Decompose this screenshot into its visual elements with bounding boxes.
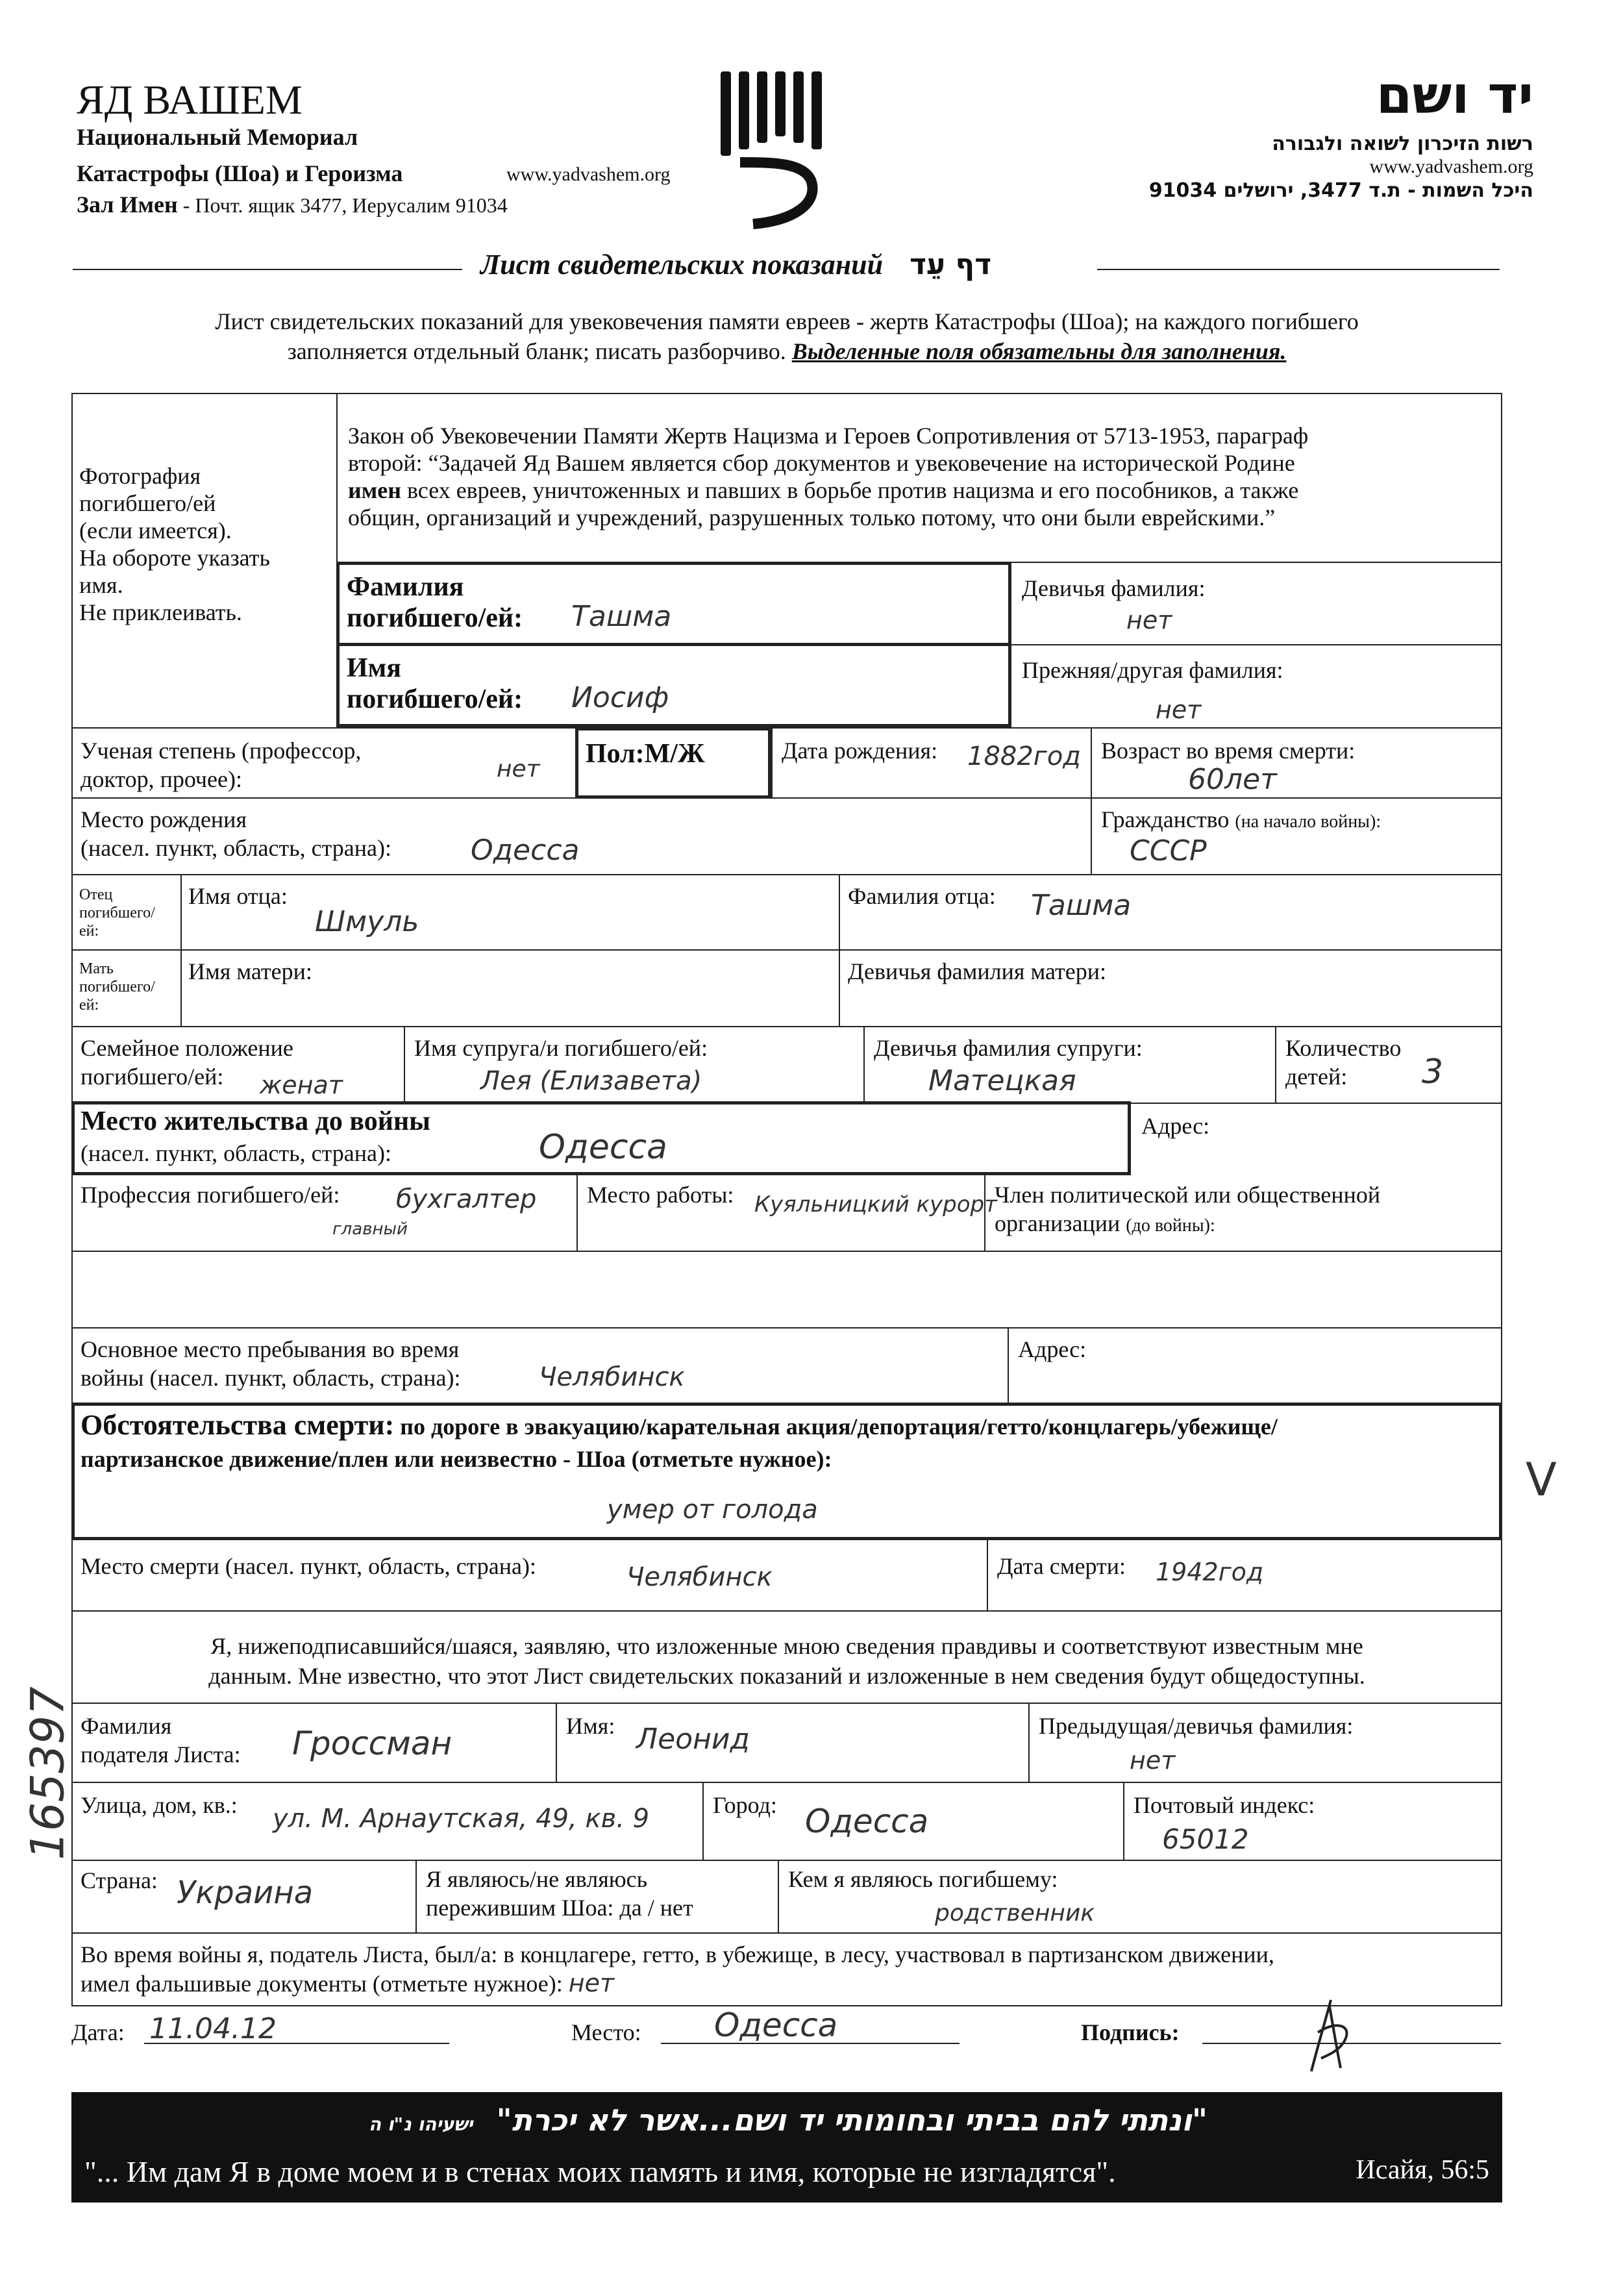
sub-name-divider (556, 1703, 557, 1782)
dob-value[interactable]: 1882год (967, 742, 1081, 771)
sub-surname-value[interactable]: Гроссман (292, 1725, 452, 1762)
row-rule-5 (71, 874, 1502, 875)
circumstances-text: Обстоятельства смерти: по дороге в эвакуацию/карательная акция/депортация/гетто/концлагерь/убежище/ партизанское движение/плен или неизвестно - Шоа (отметьте нужное): (80, 1409, 1278, 1472)
photo-l1: Фотография (79, 463, 201, 489)
org-line2: Катастрофы (Шоа) и Героизма (77, 160, 403, 186)
photo-box-text (79, 462, 270, 626)
sub-relation-value[interactable]: родственник (935, 1900, 1095, 1927)
side-stamp-number: 165397 (21, 1686, 75, 1860)
date-value[interactable]: 11.04.12 (149, 2012, 277, 2045)
maiden-value[interactable]: нет (1126, 606, 1172, 634)
intro-emphasis: Выделенные поля обязательны для заполнения. (791, 338, 1287, 364)
margin-check-mark: V (1526, 1453, 1557, 1506)
sub-relation-label: Кем я являюсь погибшему: (788, 1866, 1058, 1892)
degree-value[interactable]: нет (497, 756, 540, 782)
he-line1: רשות הזיכרון לשואה ולגבורה (1272, 132, 1533, 155)
deathdate-divider (987, 1540, 988, 1610)
row-rule-4 (71, 797, 1502, 799)
law-l2: второй: “Задачей Яд Вашем является сбор документов и увековечение на исторической Родине (348, 450, 1295, 476)
spouse-value[interactable]: Лея (Елизавета) (480, 1066, 702, 1096)
place-label: Место: (571, 2019, 641, 2045)
banner-ru: "... Им дам Я в доме моем и в стенах моих память и имя, которые не изгладятся". Исайя, 56:5 (84, 2155, 1489, 2188)
marital-value[interactable]: женат (260, 1071, 343, 1099)
member-note: (до войны): (1126, 1216, 1215, 1236)
law-l1: Закон об Увековечении Памяти Жертв Нацизма и Героев Сопротивления от 5713-1953, параграф (348, 423, 1309, 449)
residence-sub: (насел. пункт, область, страна): (80, 1140, 392, 1166)
row-rule-10 (71, 1327, 1502, 1329)
prev-surname-label: Прежняя/другая фамилия: (1022, 657, 1283, 683)
deathdate-label: Дата смерти: (997, 1553, 1126, 1579)
law-l3: имен всех евреев, уничтоженных и павших в борьбе против нацизма и его пособников, а также (348, 477, 1299, 503)
hall-of-names (77, 191, 508, 218)
mother-side-label: Мать погибшего/ ей: (79, 960, 155, 1014)
children-divider (1275, 1026, 1276, 1103)
declaration-l1: Я, нижеподписавшийся/шаяся, заявляю, что изложенные мною сведения правдивы и соответствуют известным мне (210, 1633, 1363, 1659)
mother-name-label: Имя матери: (188, 958, 312, 984)
surname-label: Фамилия погибшего/ей: (347, 572, 523, 633)
prev-surname-value[interactable]: нет (1156, 695, 1202, 724)
row-rule-12 (71, 1703, 1502, 1704)
title-rule-left (73, 269, 462, 270)
dob-divider (771, 727, 773, 797)
he-website[interactable]: www.yadvashem.org (1369, 156, 1533, 177)
circumstances-label: Обстоятельства смерти: (80, 1409, 395, 1441)
father-name-value[interactable]: Шмуль (315, 905, 419, 938)
law-l4: общин, организаций и учреждений, разрушенных только потому, что они были еврейскими.” (348, 505, 1276, 530)
sub-city-divider (702, 1782, 704, 1860)
sub-relation-divider (778, 1860, 779, 1932)
deathdate-value[interactable]: 1942год (1156, 1558, 1264, 1586)
place-value[interactable]: Одесса (714, 2006, 838, 2044)
declaration-text (80, 1631, 1493, 1691)
form-title-he: דף עֵד (910, 248, 992, 281)
photo-l2: погибшего/ей (79, 490, 216, 516)
wartime-address-label: Адрес: (1018, 1336, 1087, 1362)
place-line (661, 2043, 960, 2044)
signature-label: Подпись: (1081, 2019, 1180, 2045)
intro-text (73, 306, 1501, 366)
row-rule-14 (71, 1860, 1502, 1861)
children-value[interactable]: 3 (1422, 1053, 1444, 1092)
surname-value[interactable]: Ташма (571, 600, 672, 633)
date-line (144, 2043, 449, 2044)
banner-he: "ונתתי להם בביתי ובחומותי יד ושם...אשר לא יכרת" ישעיהו נ"ו ה (369, 2103, 1208, 2138)
circumstances-value[interactable]: умер от голода (607, 1495, 818, 1525)
row-rule-9 (71, 1251, 1502, 1252)
father-side-label: Отец погибшего/ ей: (79, 886, 155, 940)
row-rule-6 (71, 949, 1502, 951)
intro-line1: Лист свидетельских показаний для увековечения памяти евреев - жертв Катастрофы (Шоа); на каждого погибшего (215, 308, 1359, 334)
deathplace-value[interactable]: Челябинск (626, 1562, 773, 1592)
residence-value[interactable]: Одесса (539, 1128, 667, 1167)
deathplace-label: Место смерти (насел. пункт, область, страна): (80, 1553, 536, 1579)
form-title (480, 248, 991, 281)
banner-he-ref: ישעיהו נ"ו ה (369, 2114, 473, 2135)
member-label: Член политической или общественной организации (до войны): (995, 1182, 1381, 1236)
firstname-label: Имя погибшего/ей: (347, 653, 523, 714)
intro-line2: заполняется отдельный бланк; писать разборчиво. Выделенные поля обязательны для заполнения. (287, 338, 1287, 364)
org-line1: Национальный Мемориал (77, 124, 358, 150)
citizenship-value[interactable]: СССР (1130, 834, 1207, 867)
profession-label: Профессия погибшего/ей: (80, 1182, 340, 1208)
menorah-logo (714, 65, 837, 234)
workplace-divider (576, 1175, 578, 1251)
sub-prev-label: Предыдущая/девичья фамилия: (1039, 1713, 1354, 1739)
birthplace-value[interactable]: Одесса (471, 834, 580, 867)
sub-survivor-divider (415, 1860, 417, 1932)
citizenship-note: (на начало войны): (1235, 812, 1381, 832)
sub-city-value[interactable]: Одесса (805, 1803, 929, 1840)
org-website[interactable]: www.yadvashem.org (506, 164, 671, 185)
sub-war-value[interactable]: нет (568, 1969, 615, 1997)
residence-address-label: Адрес: (1141, 1113, 1210, 1139)
sex-label: Пол:М/Ж (586, 739, 705, 769)
sub-country-label: Страна: (80, 1867, 158, 1893)
quote-banner (71, 2092, 1502, 2202)
he-line3: היכל השמות - ת.ד 3477, ירושלים 91034 (1148, 179, 1533, 202)
signature-mark[interactable] (1292, 1993, 1370, 2078)
father-surname-value[interactable]: Ташма (1031, 889, 1132, 922)
spouse-maiden-label: Девичья фамилия супруги: (874, 1035, 1143, 1061)
sub-street-label: Улица, дом, кв.: (80, 1792, 238, 1818)
form-title-ru: Лист свидетельских показаний (480, 249, 884, 281)
photo-l6: Не приклеивать. (79, 599, 242, 625)
sub-prev-value[interactable]: нет (1130, 1746, 1176, 1775)
banner-ru-ref: Исайя, 56:5 (1356, 2155, 1489, 2185)
workplace-label: Место работы: (587, 1182, 734, 1208)
father-name-label: Имя отца: (188, 883, 288, 909)
sub-survivor-label: Я являюсь/не являюсь пережившим Шоа: да / нет (426, 1866, 693, 1921)
hall-bold: Зал Имен (77, 192, 178, 218)
law-text (348, 422, 1497, 531)
children-label: Количество детей: (1285, 1035, 1402, 1090)
wartime-label: Основное место пребывания во время войны (насел. пункт, область, страна): (80, 1336, 461, 1391)
age-value[interactable]: 60лет (1188, 763, 1277, 796)
sub-zip-value[interactable]: 65012 (1162, 1823, 1249, 1855)
photo-l5: имя. (79, 572, 123, 598)
photo-l4: На обороте указать (79, 545, 270, 571)
law-emphasis: имен (348, 477, 401, 503)
citizenship-label: Гражданство (на начало войны): (1101, 806, 1381, 832)
sub-name-value[interactable]: Леонид (636, 1723, 750, 1756)
father-surname-label: Фамилия отца: (848, 883, 996, 909)
sub-surname-label: Фамилия подателя Листа: (80, 1713, 241, 1767)
sub-zip-label: Почтовый индекс: (1133, 1792, 1315, 1818)
age-divider (1091, 727, 1092, 797)
title-rule-right (1097, 269, 1500, 270)
sub-zip-divider (1123, 1782, 1124, 1860)
residence-label: Место жительства до войны (80, 1106, 430, 1136)
maiden-label: Девичья фамилия: (1022, 575, 1206, 601)
sub-city-label: Город: (713, 1792, 777, 1818)
org-name-he: יד ושם (1376, 65, 1533, 125)
birthplace-label: Место рождения (насел. пункт, область, страна): (80, 806, 392, 861)
age-label: Возраст во время смерти: (1101, 738, 1356, 764)
spouse-maiden-value[interactable]: Матецкая (928, 1064, 1076, 1097)
photo-l3: (если имеется). (79, 518, 232, 543)
sub-name-label: Имя: (566, 1713, 615, 1739)
row-rule-11 (71, 1610, 1502, 1612)
date-label: Дата: (71, 2019, 125, 2045)
row-rule-3 (71, 727, 1502, 729)
profession-value-pre: главный (332, 1219, 408, 1239)
spouse-divider (404, 1026, 405, 1103)
sub-street-value[interactable]: ул. М. Арнаутская, 49, кв. 9 (273, 1804, 650, 1834)
org-name-ru: ЯД ВАШЕМ (77, 77, 303, 123)
spouse-label: Имя супруга/и погибшего/ей: (414, 1035, 708, 1061)
marital-label: Семейное положение погибшего/ей: (80, 1035, 293, 1090)
dob-label: Дата рождения: (782, 738, 938, 764)
mother-maiden-label: Девичья фамилия матери: (848, 958, 1107, 984)
firstname-value[interactable]: Иосиф (571, 681, 669, 714)
wartime-divider (1008, 1327, 1009, 1404)
workplace-value[interactable]: Куяльницкий курорт (754, 1192, 997, 1217)
profession-value[interactable]: бухгалтер (396, 1184, 537, 1214)
row-rule-13 (71, 1782, 1502, 1783)
degree-label: Ученая степень (профессор, доктор, прочее): (80, 738, 362, 792)
row-rule-1 (1011, 562, 1502, 563)
wartime-value[interactable]: Челябинск (539, 1362, 685, 1392)
spouse-maiden-divider (863, 1026, 865, 1103)
row-rule-7 (71, 1026, 1502, 1027)
sub-war-label: Во время войны я, податель Листа, был/а: в концлагере, гетто, в убежище, в лесу, участвовал в партизанском движении, имел фальшивые документы (отметьте нужное): нет (80, 1941, 1274, 1997)
citizenship-divider (1091, 797, 1092, 874)
row-rule-15 (71, 1932, 1502, 1934)
sub-prev-divider (1028, 1703, 1030, 1782)
declaration-l2: данным. Мне известно, что этот Лист свидетельских показаний и изложенные в нем сведения будут общедоступны. (208, 1663, 1365, 1689)
row-rule-2 (1011, 644, 1502, 645)
sub-country-value[interactable]: Украина (177, 1875, 314, 1911)
hall-address: - Почт. ящик 3477, Иерусалим 91034 (177, 193, 508, 217)
